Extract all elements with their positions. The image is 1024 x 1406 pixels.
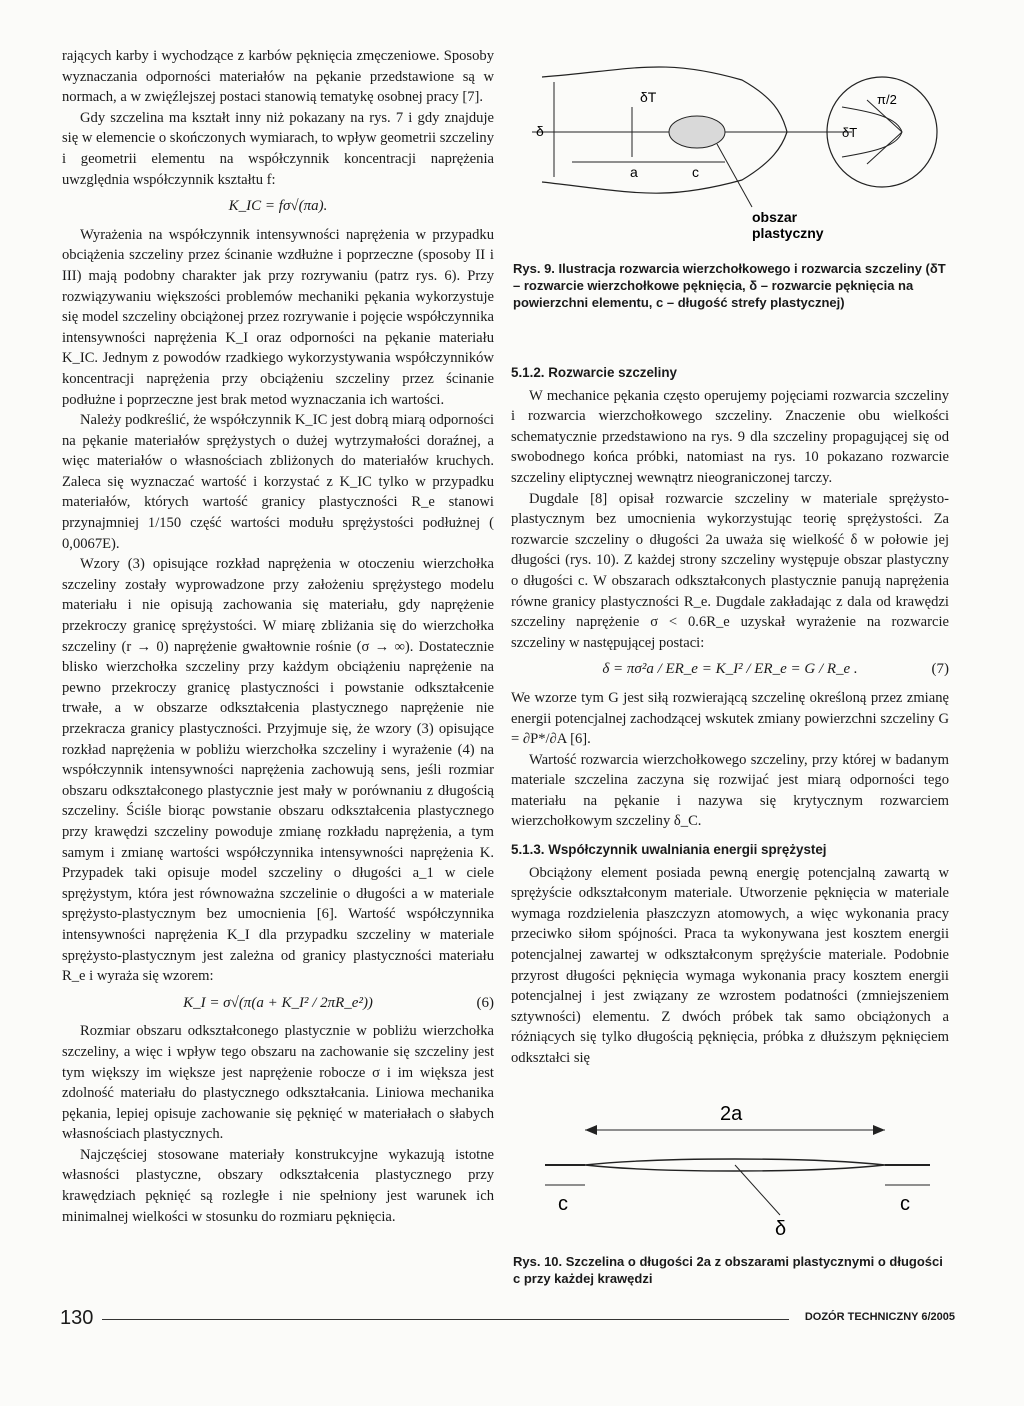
figure-10-crack-with-plastic-zones (540, 1085, 940, 1245)
paragraph: We wzorze tym G jest siłą rozwierającą szczelinę określoną przez zmianę energii potencjalnej zachodzącej wskutek zmiany powierzchni szczeliny G = ∂P*/∂A [6]. (511, 689, 949, 748)
paragraph: Obciążony element posiada pewną energię potencjalną zawartą w sprężyście odkształconym materiale. Utworzenie pęknięcia w materiale wymaga rozdzielenia płaszczyzn atomowych, a więc wykonania pracy przeciwko siłom spójności. Praca ta wykonywana jest kosztem energii potencjalnej zawartej w odkształconym sprężyście materiale. Podobnie przyrost długości pęknięcia wymaga wykonania pracy kosztem energii potencjalnej i jest związany ze wzrostem podatności (zmniejszeniem sztywności) elementu. Z dwóch próbek tak samo obciążonych a różniących się tylko długością pęknięcia, próbka z dłuższym pęknięciem odkształci się (511, 864, 949, 1066)
figure-9-crack-opening (512, 52, 952, 252)
label-delta-t-detail: δT (842, 125, 858, 140)
arrow-right (873, 1125, 885, 1135)
paragraph: Najczęściej stosowane materiały konstrukcyjne wykazują istotne własności plastyczne, obszary odkształcenia plastycznego przy krawędziach pęknięć są rozległe i nie spełniony jest warunek ich minimalnej wielkości w stosunku do rozmiaru pęknięcia. (62, 1146, 494, 1225)
figure-10-caption: Rys. 10. Szczelina o długości 2a z obszarami plastycznymi o długości c przy każdej krawędzi (513, 1254, 943, 1286)
label-delta-t: δT (640, 89, 657, 105)
paragraph: Wartość rozwarcia wierzchołkowego szczeliny, przy której w badanym materiale szczelina zaczyna się rozwijać jest miarą odporności tego materiału na pękanie i nazywa się krytycznym rozwarciem wierzchołkowym szczeliny δ_C. (511, 751, 949, 830)
paragraph: Gdy szczelina ma kształt inny niż pokazany na rys. 7 i gdy znajduje się w elemencie o skończonych wymiarach, to wpływ geometrii szczeliny i geometrii elementu na współczynnik koncentracji naprężenia uwzględnia współczynnik kształtu f: (62, 109, 494, 188)
paragraph: Wzory (3) opisujące rozkład naprężenia w otoczeniu wierzchołka szczeliny zostały wyprowadzone przy założeniu sprężystego modelu materiału i nie opisują zachowania się materiału, gdy naprężenie przekroczy granicę sprężystości. W miarę zbliżania się do wierzchołka szczeliny (r → 0) naprężenie gwałtownie rośnie (σ → ∞). Dostatecznie blisko wierzchołka szczeliny przy każdym obciążeniu naprężenie na pewno przekroczy granicę plastyczności i powstanie odkształcenie trwałe, a w obszarze odkształcenia plastycznego naprężenie nie przekracza granicy plastyczności. Przyjmuje się, że wzory (3) opisujące rozkład naprężenia w pobliżu wierzchołka szczeliny i wyrażenie (4) na współczynnik intensywności naprężenia zachowują sens, jeśli rozmiar obszaru odkształconego plastycznie jest mały w porównaniu z długością szczeliny. Ściśle biorąc powstanie obszaru odkształcenia plastycznego przy krawędzi szczeliny powoduje zmianę rozkładu naprężenia, a tym samym i zmianę wartości współczynnika intensywności naprężenia K. Przypadek taki opisuje model szczeliny o długości a_1 w ciele sprężystym, która jest równoważna szczelinie o długości a w materiale sprężysto-plastycznym bez umocnienia [6]. Wartość współczynnika intensywności naprężenia K_I dla przypadku szczeliny w materiale sprężysto-plastycznym jest zależna od granicy plastyczności materiału R_e i wyraża się wzorem: (62, 556, 494, 985)
paragraph: Wyrażenia na współczynnik intensywności naprężenia w przypadku obciążenia szczeliny przez ścinanie wzdłużne i poprzeczne (sposoby II i III) mają podobny charakter jak przy rozrywaniu (patrz rys. 6). Przy rozwiązywaniu większości problemów mechaniki pękania wykorzystuje się model szczeliny obciążonej przez rozrywanie i pojęcie współczynnika intensywności naprężenia K_I oraz odporności na pękanie materiału K_IC. Jednym z powodów rzadkiego wykorzystywania współczynników koncentracji naprężenia przy obciążeniu szczeliny przez ścinanie podłużne i poprzeczne jest brak metod wyznaczania ich wartości. (62, 226, 494, 408)
figure-9-caption: Rys. 9. Ilustracja rozwarcia wierzchołkowego i rozwarcia szczeliny (δT – rozwarcie wierzchołkowe pęknięcia, δ – rozwarcie pęknięcia na powierzchni elementu, c – długość strefy plastycznej) (513, 261, 946, 310)
paragraph: Rozmiar obszaru odkształconego plastycznie w pobliżu wierzchołka szczeliny, a więc i wpływ tego obszaru na zachowanie się szczeliny jest tym większy im większe jest naprężenie robocze σ i im większa jest zdolność materiału do plastycznego odkształcania. Liniowa mechanika pękania, lepiej opisuje zachowanie się pęknięć w materiałach o słabych własnościach plastycznych. (62, 1023, 494, 1143)
journal-name: DOZÓR TECHNICZNY 6/2005 (804, 1311, 955, 1323)
label-delta: δ (775, 1218, 787, 1240)
paragraph: rających karby i wychodzące z karbów pęknięcia zmęczeniowe. Sposoby wyznaczania odporności materiałów na pękanie przedstawione są w normach, a w zwięźlejszej postaci stanowią tematykę osobnej pracy [7]. (62, 48, 494, 106)
equation-7-number: (7) (931, 661, 949, 678)
arrow-left (585, 1125, 597, 1135)
label-pi-over-2: π/2 (877, 92, 897, 107)
section-heading-5-1-2: 5.1.2. Rozwarcie szczeliny (511, 365, 677, 380)
plastic-zone (669, 116, 725, 148)
section-heading-5-1-3: 5.1.3. Współczynnik uwalniania energii sprężystej (511, 842, 827, 858)
paragraph: Należy podkreślić, że współczynnik K_IC jest dobrą miarą odporności na pękanie materiałów sprężystych o dużej wytrzymałości doraźnej, a więc materiałów o własnościach zbliżonych do materiałów kruchych. Zaleca się wyznaczać wartość i korzystać z K_IC tylko w przypadku materiałów, których wartość granicy plastyczności R_e stanowi przynajmniej 1/150 część wartości modułu sprężystości podłużnej ( 0,0067E). (62, 412, 494, 552)
detail-angle-line (867, 132, 902, 164)
left-column (62, 46, 494, 1227)
label-c: c (692, 164, 699, 180)
label-c-left: c (558, 1193, 568, 1215)
footer-rule (102, 1319, 789, 1320)
paragraph: Dugdale [8] opisał rozwarcie szczeliny w materiale sprężysto-plastycznym bez umocnienia wykorzystując teorię sprężystości. Za rozwarcie szczeliny o długości 2a uważa się wielkość δ w połowie jej długości (rys. 10). Z każdej strony szczeliny występuje obszar plastyczny o długości c. W obszarach odkształconych plastycznie panują naprężenia równe granicy plastyczności R_e. Dugdale zakładając z dala od krawędzi szczeliny naprężenie σ < 0.6R_e uzyskał wyrażenie na rozwarcie szczeliny w następującej postaci: (511, 490, 949, 651)
plastic-zone-pointer (717, 144, 752, 207)
label-a: a (630, 164, 638, 180)
label-plastyczny: plastyczny (752, 225, 824, 241)
crack-upper-profile (542, 67, 787, 132)
equation-kic: K_IC = fσ√(πa). (228, 198, 328, 215)
equation-7-body: δ = πσ²a / ER_e = K_I² / ER_e = G / R_e . (602, 661, 858, 678)
page-footer (60, 1307, 955, 1329)
label-c-right: c (900, 1193, 910, 1215)
equation-6 (62, 993, 494, 1014)
page-number: 130 (60, 1307, 94, 1329)
delta-pointer (735, 1165, 780, 1215)
right-column (511, 355, 949, 1069)
label-obszar: obszar (752, 209, 798, 225)
equation-7 (511, 659, 949, 680)
figure-frame (512, 52, 952, 252)
paragraph: W mechanice pękania często operujemy pojęciami rozwarcia szczeliny i rozwarcia wierzchołkowego szczeliny. Znaczenie obu wielkości schematycznie przedstawiono na rys. 9 dla szczeliny propagującej się od swobodnego końca próbki, natomiast na rys. 10 pokazano rozwarcie szczeliny eliptycznej wewnątrz nieograniczonej tarczy. (511, 387, 949, 486)
label-2a: 2a (720, 1103, 743, 1125)
equation-6-body: K_I = σ√(π(a + K_I² / 2πR_e²)) (183, 994, 373, 1011)
equation-6-number: (6) (476, 994, 494, 1011)
crack-lower-profile (542, 132, 787, 193)
label-delta: δ (536, 123, 544, 139)
